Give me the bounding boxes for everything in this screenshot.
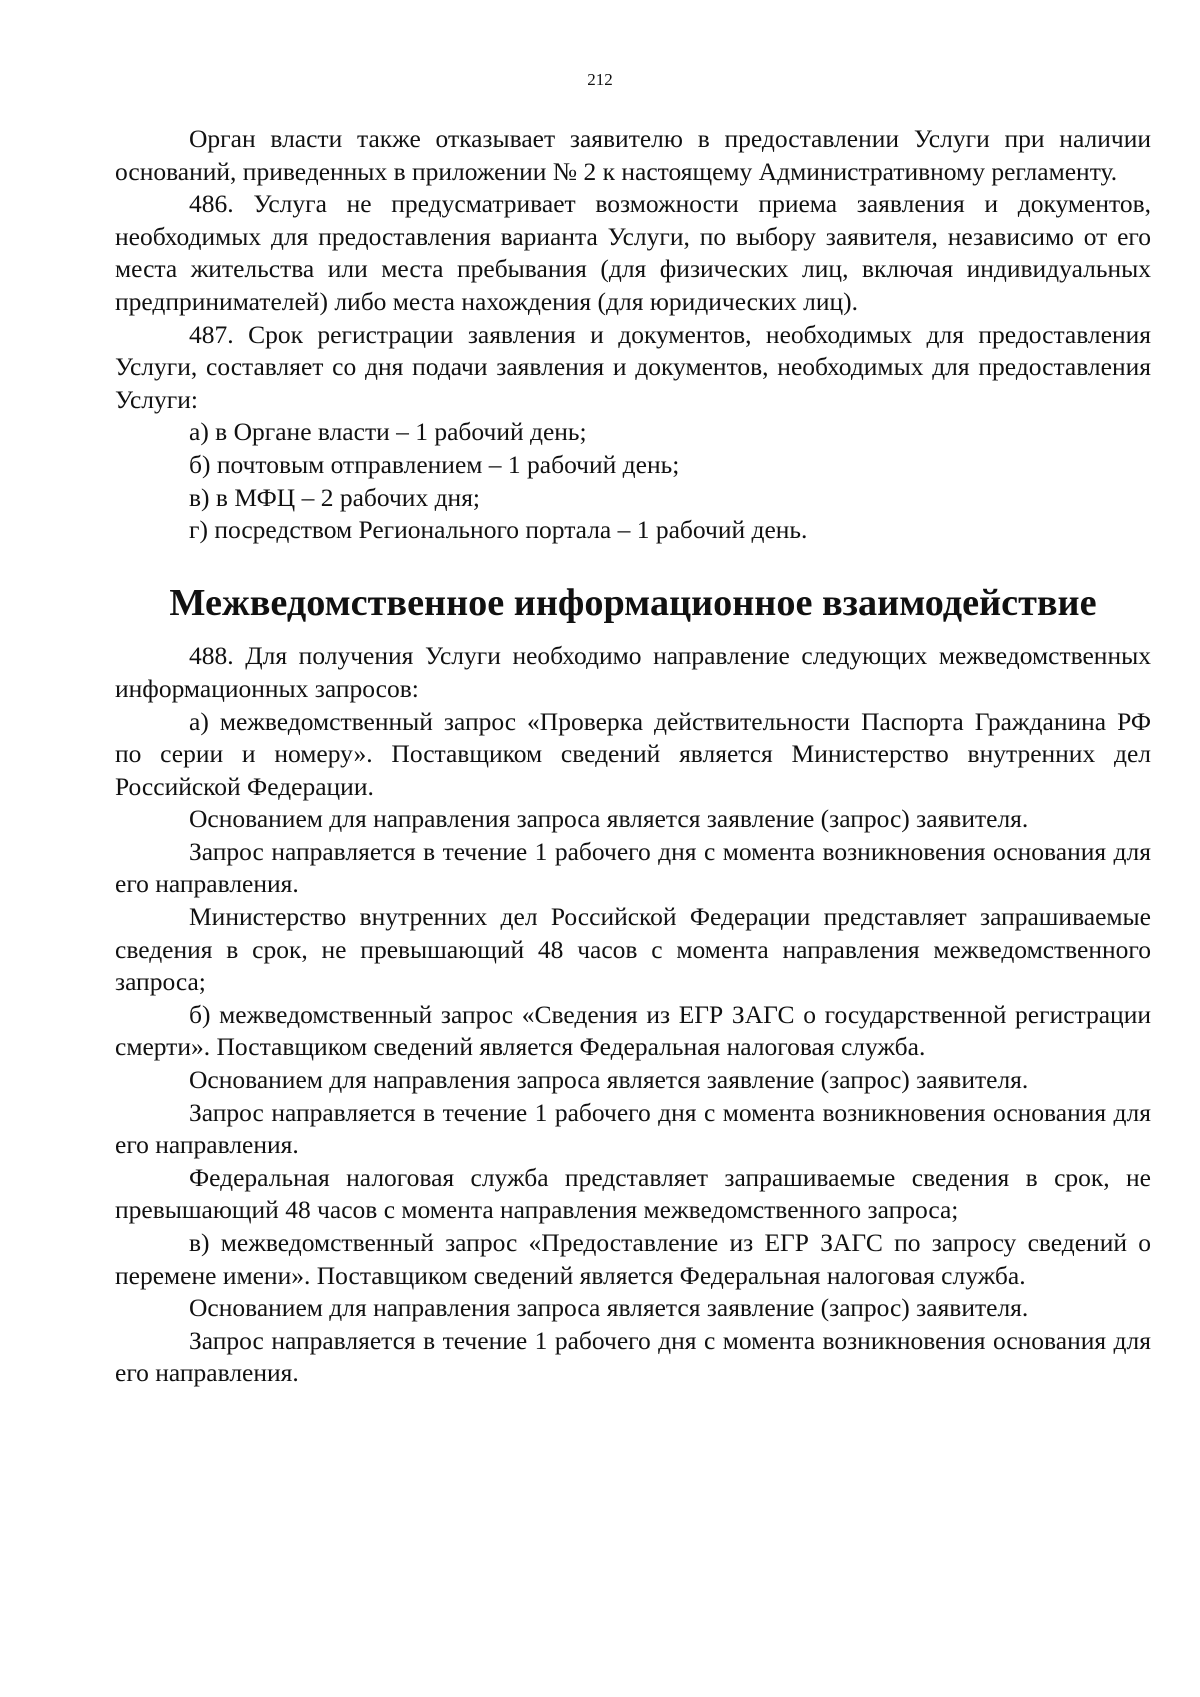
list-item-g: г) посредством Регионального портала – 1 рабочий день. — [189, 515, 808, 545]
request-b-timing: Запрос направляется в течение 1 рабочего дня с момента возникновения основания для его направления. — [115, 1097, 1151, 1160]
request-v-timing: Запрос направляется в течение 1 рабочего дня с момента возникновения основания для его направления. — [115, 1325, 1151, 1388]
section-heading: Межведомственное информационное взаимодействие — [169, 581, 1097, 624]
paragraph-refusal: Орган власти также отказывает заявителю в предоставлении Услуги при наличии оснований, приведенных в приложении № 2 к настоящему Административному регламенту. — [115, 124, 1151, 186]
request-a-response: Министерство внутренних дел Российской Федерации представляет запрашиваемые сведения в срок, не превышающий 48 часов с момента направления межведомственного запроса; — [115, 902, 1151, 997]
paragraph-488: 488. Для получения Услуги необходимо направление следующих межведомственных информационных запросов: — [115, 641, 1151, 703]
request-b-basis: Основанием для направления запроса является заявление (запрос) заявителя. — [189, 1065, 1029, 1095]
request-a-timing: Запрос направляется в течение 1 рабочего дня с момента возникновения основания для его направления. — [115, 836, 1151, 899]
paragraph-486: 486. Услуга не предусматривает возможности приема заявления и документов, необходимых для предоставления варианта Услуги, по выбору заявителя, независимо от его места жительства или места пребывания (для физических лиц, включая индивидуальных предпринимателей) либо места нахождения (для юридических лиц). — [115, 189, 1151, 316]
request-v-basis: Основанием для направления запроса является заявление (запрос) заявителя. — [189, 1293, 1029, 1323]
request-v: в) межведомственный запрос «Предоставление из ЕГР ЗАГС по запросу сведений о перемене имени». Поставщиком сведений является Федеральная налоговая служба. — [115, 1228, 1151, 1290]
paragraph-487: 487. Срок регистрации заявления и документов, необходимых для предоставления Услуги, составляет со дня подачи заявления и документов, необходимых для предоставления Услуги: — [115, 319, 1151, 414]
page-number: 212 — [587, 70, 613, 89]
request-b-response: Федеральная налоговая служба представляет запрашиваемые сведения в срок, не превышающий 48 часов с момента направления межведомственного запроса; — [115, 1162, 1151, 1225]
request-a-basis: Основанием для направления запроса является заявление (запрос) заявителя. — [189, 804, 1029, 834]
list-item-b: б) почтовым отправлением – 1 рабочий день; — [189, 449, 680, 479]
list-item-v: в) в МФЦ – 2 рабочих дня; — [189, 482, 481, 512]
list-item-a: а) в Органе власти – 1 рабочий день; — [189, 417, 587, 447]
request-b: б) межведомственный запрос «Сведения из ЕГР ЗАГС о государственной регистрации смерти». Поставщиком сведений является Федеральная налоговая служба. — [115, 999, 1151, 1062]
document-body — [115, 123, 1151, 1390]
request-a: а) межведомственный запрос «Проверка действительности Паспорта Гражданина РФ по серии и номеру». Поставщиком сведений является Министерство внутренних дел Российской Федерации. — [115, 706, 1151, 801]
